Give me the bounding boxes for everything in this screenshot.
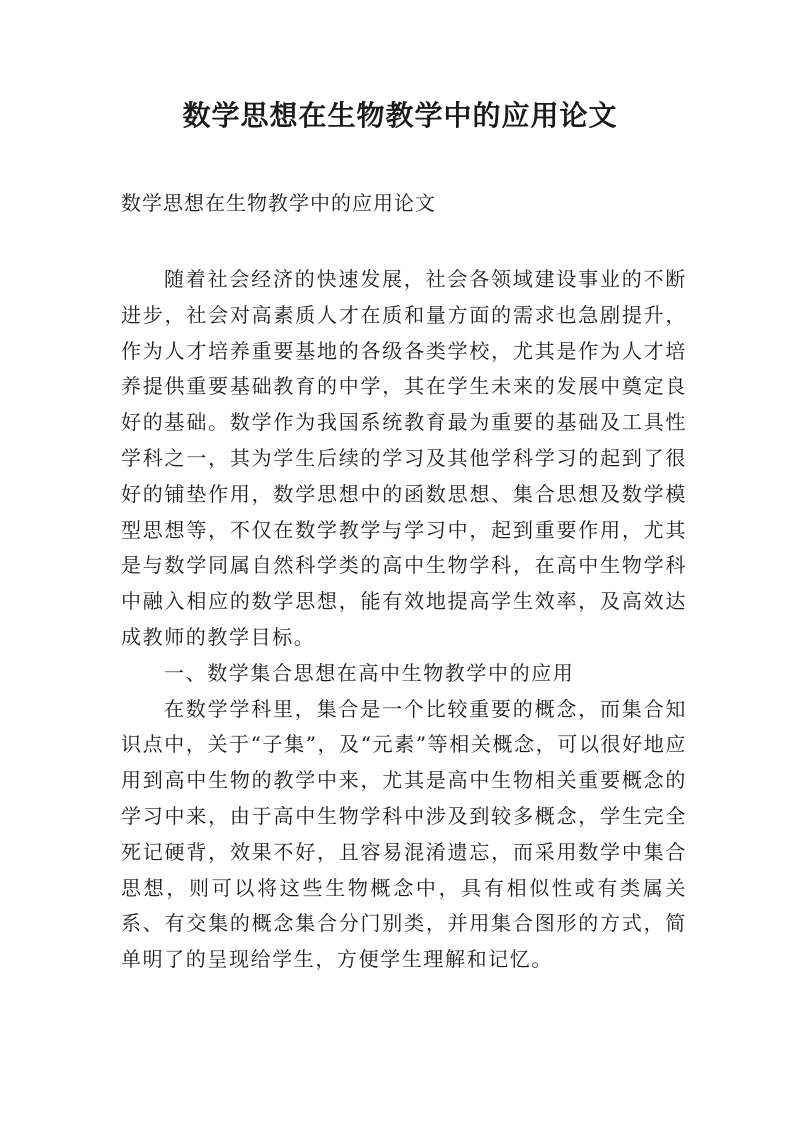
section-heading-1: 一、数学集合思想在高中生物教学中的应用 (164, 660, 575, 685)
document-subtitle: 数学思想在生物教学中的应用论文 (121, 191, 436, 215)
document-title: 数学思想在生物教学中的应用论文 (182, 99, 618, 132)
document-body (121, 262, 687, 978)
intro-paragraph: 随着社会经济的快速发展，社会各领域建设事业的不断进步，社会对高素质人才在质和量方面的需求也急剧提升，作为人才培养重要基地的各级各类学校，尤其是作为人才培养提供重要基础教育的中学，其在学生未来的发展中奠定良好的基础。数学作为我国系统教育最为重要的基础及工具性学科之一，其为学生后续的学习及其他学科学习的起到了很好的铺垫作用，数学思想中的函数思想、集合思想及数学模型思想等，不仅在数学教学与学习中，起到重要作用，尤其是与数学同属自然科学类的高中生物学科，在高中生物学科中融入相应的数学思想，能有效地提高学生效率，及高效达成教师的教学目标。 (121, 267, 687, 649)
section-1-paragraph: 在数学学科里，集合是一个比较重要的概念，而集合知识点中，关于“子集”，及“元素”等相关概念，可以很好地应用到高中生物的教学中来，尤其是高中生物相关重要概念的学习中来，由于高中生物学科中涉及到较多概念，学生完全死记硬背，效果不好，且容易混淆遗忘，而采用数学中集合思想，则可以将这些生物概念中，具有相似性或有类属关系、有交集的概念集合分门别类，并用集合图形的方式，简单明了的呈现给学生，方便学生理解和记忆。 (121, 696, 687, 972)
